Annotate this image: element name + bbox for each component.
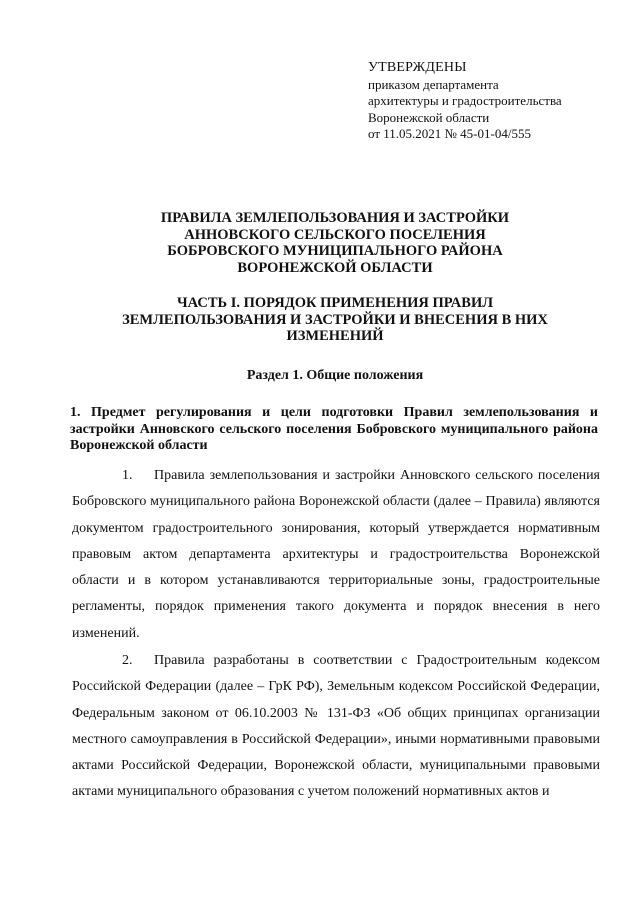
section-title: Раздел 1. Общие положения: [246, 368, 424, 383]
part-line: ЗЕМЛЕПОЛЬЗОВАНИЯ И ЗАСТРОЙКИ И ВНЕСЕНИЯ В НИХ: [122, 311, 548, 328]
part-title: [60, 295, 610, 345]
approval-heading: УТВЕРЖДЕНЫ: [368, 60, 467, 75]
article-title: 1. Предмет регулирования и цели подготовки Правил землепользования и застройки Анновского сельского поселения Бобровского муниципального района Воронежской области: [70, 405, 598, 453]
title-line: ВОРОНЕЖСКОЙ ОБЛАСТИ: [237, 259, 433, 276]
title-line: БОБРОВСКОГО МУНИЦИПАЛЬНОГО РАЙОНА: [167, 243, 503, 259]
paragraph-text: Правила разработаны в соответствии с Градостроительным кодексом Российской Федерации (далее – ГрК РФ), Земельным кодексом Российской Федерации, Федеральным законом от 06.10.2003 № 131-ФЗ «Об общих принципах организации местного самоуправления в Российской Федерации», иными нормативными правовыми актами Российской Федерации, Воронежской области, муниципальными правовыми актами муниципального образования с учетом положений нормативных актов и: [72, 653, 600, 800]
part-line: ЧАСТЬ I. ПОРЯДОК ПРИМЕНЕНИЯ ПРАВИЛ: [176, 295, 494, 311]
paragraph-text: Правила землепользования и застройки Анновского сельского поселения Бобровского муниципального района Воронежской области (далее – Правила) являются документом градостроительного зонирования, который утверждается нормативным правовым актом департамента архитектуры и градостроительства Воронежской области и в котором устанавливаются территориальные зоны, градостроительные регламенты, порядок применения такого документа и порядок внесения в него изменений.: [72, 468, 600, 641]
paragraph: [72, 648, 600, 806]
paragraph-number: 2.: [122, 653, 133, 668]
title-line: ПРАВИЛА ЗЕМЛЕПОЛЬЗОВАНИЯ И ЗАСТРОЙКИ: [160, 210, 510, 226]
document-title: [60, 210, 610, 276]
approval-line: Воронежской области: [368, 109, 490, 125]
title-line: АННОВСКОГО СЕЛЬСКОГО ПОСЕЛЕНИЯ: [184, 226, 486, 243]
approval-order-number: от 11.05.2021 № 45-01-04/555: [368, 126, 531, 141]
approval-line: приказом департамента: [368, 76, 499, 92]
approval-stamp: [368, 60, 618, 143]
part-line: ИЗМЕНЕНИЙ: [286, 328, 384, 344]
paragraph-number: 1.: [122, 468, 133, 483]
approval-line: архитектуры и градостроительства: [368, 93, 562, 108]
paragraph: [72, 463, 600, 647]
